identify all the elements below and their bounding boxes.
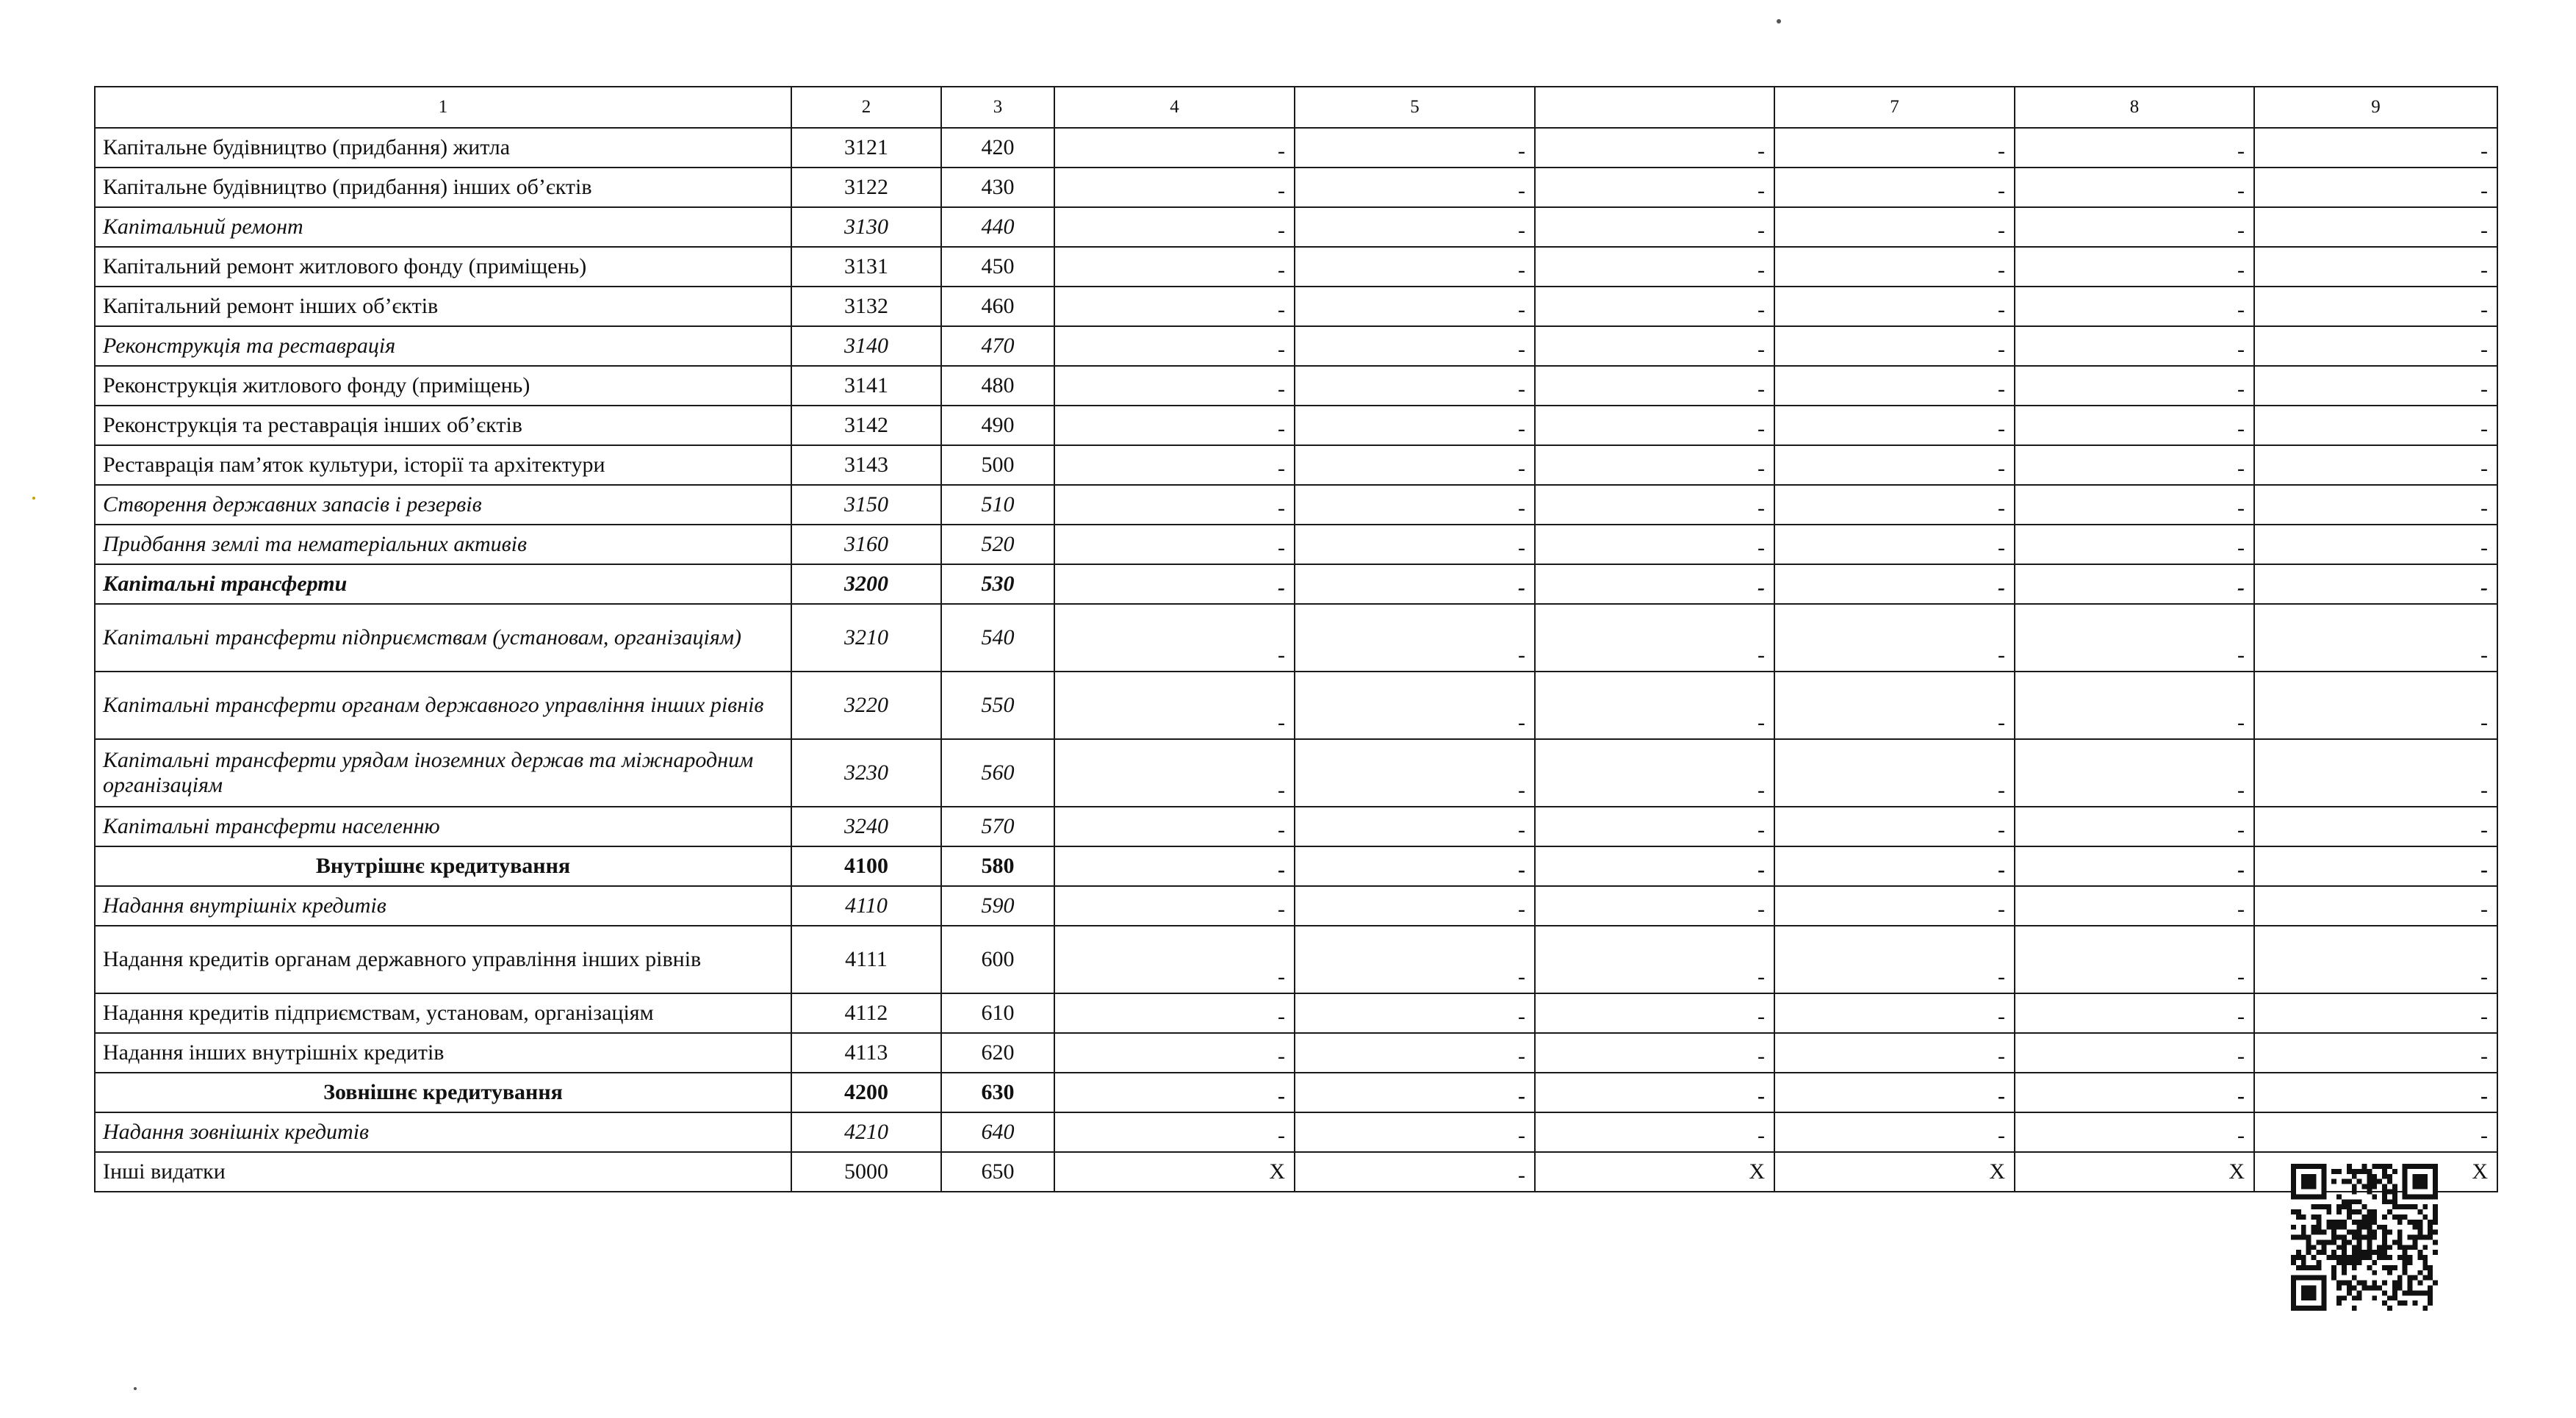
row-kekv-code: 3130 (791, 207, 941, 247)
row-kekv-code: 3160 (791, 525, 941, 564)
row-line-code: 600 (941, 926, 1054, 993)
row-value-col9: - (2254, 406, 2497, 445)
table-row (95, 672, 2497, 739)
table-row (95, 326, 2497, 366)
row-value-col8: - (2015, 672, 2254, 739)
row-value-col4: - (1054, 1033, 1295, 1073)
row-value-col8: - (2015, 207, 2254, 247)
column-number-header: 4 (1054, 87, 1295, 128)
row-value-col4: - (1054, 406, 1295, 445)
row-value-col8: - (2015, 128, 2254, 168)
row-kekv-code: 4112 (791, 993, 941, 1033)
table-row (95, 846, 2497, 886)
row-name: Капітальні трансферти підприємствам (установам, організаціям) (95, 604, 791, 672)
row-value-col7: - (1774, 366, 2015, 406)
row-kekv-code: 3122 (791, 168, 941, 207)
row-kekv-code: 4100 (791, 846, 941, 886)
row-value-col6: - (1535, 926, 1774, 993)
row-value-col6: - (1535, 846, 1774, 886)
row-value-col5: - (1295, 168, 1535, 207)
row-value-col6: - (1535, 604, 1774, 672)
row-value-col7: - (1774, 128, 2015, 168)
row-value-col5: - (1295, 886, 1535, 926)
row-kekv-code: 3131 (791, 247, 941, 287)
row-line-code: 520 (941, 525, 1054, 564)
row-value-col6: - (1535, 445, 1774, 485)
row-value-col9: X (2254, 1152, 2497, 1192)
row-value-col4: - (1054, 445, 1295, 485)
row-value-col8: - (2015, 406, 2254, 445)
row-value-col8: - (2015, 564, 2254, 604)
row-value-col5: - (1295, 128, 1535, 168)
qr-code-icon (2291, 1164, 2438, 1311)
row-value-col9: - (2254, 993, 2497, 1033)
row-value-col4: - (1054, 807, 1295, 846)
row-line-code: 420 (941, 128, 1054, 168)
row-name: Реконструкція та реставрація (95, 326, 791, 366)
row-line-code: 490 (941, 406, 1054, 445)
row-value-col8: - (2015, 485, 2254, 525)
column-number-header (1535, 87, 1774, 128)
row-value-col6: - (1535, 485, 1774, 525)
row-name: Капітальний ремонт житлового фонду (приміщень) (95, 247, 791, 287)
table-row (95, 406, 2497, 445)
row-value-col4: - (1054, 993, 1295, 1033)
row-value-col4: - (1054, 604, 1295, 672)
row-line-code: 450 (941, 247, 1054, 287)
row-value-col8: - (2015, 1073, 2254, 1112)
row-value-col6: X (1535, 1152, 1774, 1192)
table-row (95, 993, 2497, 1033)
row-value-col5: - (1295, 1152, 1535, 1192)
row-value-col9: - (2254, 604, 2497, 672)
row-value-col7: X (1774, 1152, 2015, 1192)
row-value-col9: - (2254, 525, 2497, 564)
row-value-col6: - (1535, 739, 1774, 807)
row-name: Внутрішнє кредитування (95, 846, 791, 886)
row-value-col8: - (2015, 525, 2254, 564)
row-line-code: 610 (941, 993, 1054, 1033)
row-kekv-code: 3143 (791, 445, 941, 485)
row-value-col8: - (2015, 366, 2254, 406)
row-value-col7: - (1774, 886, 2015, 926)
row-value-col4: - (1054, 168, 1295, 207)
row-value-col6: - (1535, 287, 1774, 326)
table-row (95, 247, 2497, 287)
row-name: Надання внутрішніх кредитів (95, 886, 791, 926)
row-name: Реставрація пам’яток культури, історії та архітектури (95, 445, 791, 485)
row-value-col6: - (1535, 807, 1774, 846)
row-name: Надання кредитів органам державного управління інших рівнів (95, 926, 791, 993)
column-number-header: 2 (791, 87, 941, 128)
row-name: Капітальне будівництво (придбання) житла (95, 128, 791, 168)
row-value-col6: - (1535, 993, 1774, 1033)
row-value-col9: - (2254, 485, 2497, 525)
row-value-col6: - (1535, 886, 1774, 926)
row-value-col5: - (1295, 287, 1535, 326)
column-number-header: 3 (941, 87, 1054, 128)
row-value-col7: - (1774, 604, 2015, 672)
row-value-col6: - (1535, 366, 1774, 406)
row-value-col4: - (1054, 1073, 1295, 1112)
row-kekv-code: 4200 (791, 1073, 941, 1112)
row-line-code: 530 (941, 564, 1054, 604)
row-kekv-code: 3210 (791, 604, 941, 672)
row-value-col4: - (1054, 1112, 1295, 1152)
table-row (95, 1112, 2497, 1152)
row-name: Зовнішнє кредитування (95, 1073, 791, 1112)
row-value-col8: - (2015, 886, 2254, 926)
row-value-col4: - (1054, 525, 1295, 564)
row-value-col4: - (1054, 366, 1295, 406)
row-value-col7: - (1774, 1112, 2015, 1152)
row-line-code: 570 (941, 807, 1054, 846)
row-value-col5: - (1295, 366, 1535, 406)
row-line-code: 480 (941, 366, 1054, 406)
table-row (95, 445, 2497, 485)
row-value-col4: - (1054, 207, 1295, 247)
row-value-col4: - (1054, 485, 1295, 525)
table-row (95, 604, 2497, 672)
row-value-col8: - (2015, 739, 2254, 807)
row-value-col4: X (1054, 1152, 1295, 1192)
row-value-col5: - (1295, 1033, 1535, 1073)
row-value-col8: - (2015, 168, 2254, 207)
row-value-col9: - (2254, 564, 2497, 604)
row-kekv-code: 3240 (791, 807, 941, 846)
row-name: Надання зовнішніх кредитів (95, 1112, 791, 1152)
row-value-col7: - (1774, 445, 2015, 485)
row-kekv-code: 3121 (791, 128, 941, 168)
row-value-col4: - (1054, 128, 1295, 168)
row-line-code: 640 (941, 1112, 1054, 1152)
row-value-col9: - (2254, 445, 2497, 485)
row-value-col7: - (1774, 1073, 2015, 1112)
row-value-col7: - (1774, 564, 2015, 604)
row-line-code: 510 (941, 485, 1054, 525)
row-value-col4: - (1054, 846, 1295, 886)
row-value-col8: - (2015, 604, 2254, 672)
row-line-code: 540 (941, 604, 1054, 672)
row-value-col7: - (1774, 993, 2015, 1033)
row-value-col6: - (1535, 1112, 1774, 1152)
row-value-col7: - (1774, 406, 2015, 445)
column-number-header: 7 (1774, 87, 2015, 128)
row-name: Придбання землі та нематеріальних активів (95, 525, 791, 564)
row-name: Капітальні трансферти органам державного управління інших рівнів (95, 672, 791, 739)
row-value-col9: - (2254, 287, 2497, 326)
row-value-col5: - (1295, 485, 1535, 525)
table-row (95, 366, 2497, 406)
row-value-col5: - (1295, 406, 1535, 445)
column-number-header: 8 (2015, 87, 2254, 128)
table-row (95, 287, 2497, 326)
row-value-col8: - (2015, 807, 2254, 846)
row-value-col8: - (2015, 445, 2254, 485)
row-name: Капітальні трансферти (95, 564, 791, 604)
row-value-col6: - (1535, 1033, 1774, 1073)
row-line-code: 470 (941, 326, 1054, 366)
row-value-col5: - (1295, 604, 1535, 672)
row-line-code: 590 (941, 886, 1054, 926)
row-value-col5: - (1295, 247, 1535, 287)
row-name: Створення державних запасів і резервів (95, 485, 791, 525)
row-name: Капітальне будівництво (придбання) інших об’єктів (95, 168, 791, 207)
table-row (95, 207, 2497, 247)
row-value-col6: - (1535, 564, 1774, 604)
row-value-col7: - (1774, 485, 2015, 525)
row-kekv-code: 5000 (791, 1152, 941, 1192)
row-kekv-code: 3200 (791, 564, 941, 604)
row-value-col7: - (1774, 247, 2015, 287)
row-value-col5: - (1295, 739, 1535, 807)
row-value-col5: - (1295, 807, 1535, 846)
row-line-code: 440 (941, 207, 1054, 247)
row-value-col9: - (2254, 1073, 2497, 1112)
row-name: Капітальні трансферти урядам іноземних держав та міжнародним організаціям (95, 739, 791, 807)
expenditure-table (94, 86, 2498, 1192)
row-value-col7: - (1774, 846, 2015, 886)
table-row (95, 886, 2497, 926)
row-value-col9: - (2254, 1033, 2497, 1073)
row-value-col5: - (1295, 564, 1535, 604)
row-name: Надання кредитів підприємствам, установам, організаціям (95, 993, 791, 1033)
row-value-col7: - (1774, 207, 2015, 247)
row-value-col7: - (1774, 739, 2015, 807)
row-name: Інші видатки (95, 1152, 791, 1192)
row-value-col9: - (2254, 672, 2497, 739)
row-value-col4: - (1054, 886, 1295, 926)
row-kekv-code: 3220 (791, 672, 941, 739)
row-kekv-code: 4210 (791, 1112, 941, 1152)
row-name: Реконструкція та реставрація інших об’єктів (95, 406, 791, 445)
row-kekv-code: 3150 (791, 485, 941, 525)
row-value-col7: - (1774, 168, 2015, 207)
row-value-col6: - (1535, 128, 1774, 168)
column-number-header: 1 (95, 87, 791, 128)
row-line-code: 650 (941, 1152, 1054, 1192)
scan-speck (134, 1387, 137, 1390)
row-value-col4: - (1054, 739, 1295, 807)
row-kekv-code: 3142 (791, 406, 941, 445)
row-kekv-code: 4110 (791, 886, 941, 926)
table-row (95, 564, 2497, 604)
row-value-col7: - (1774, 672, 2015, 739)
row-value-col4: - (1054, 326, 1295, 366)
row-line-code: 580 (941, 846, 1054, 886)
row-name: Надання інших внутрішніх кредитів (95, 1033, 791, 1073)
scan-speck (1777, 19, 1781, 24)
row-value-col6: - (1535, 406, 1774, 445)
column-number-header: 5 (1295, 87, 1535, 128)
row-value-col8: - (2015, 326, 2254, 366)
row-value-col8: - (2015, 846, 2254, 886)
row-value-col6: - (1535, 1073, 1774, 1112)
row-value-col9: - (2254, 926, 2497, 993)
row-value-col5: - (1295, 525, 1535, 564)
table-row (95, 128, 2497, 168)
table-row (95, 1152, 2497, 1192)
row-value-col7: - (1774, 287, 2015, 326)
row-value-col9: - (2254, 739, 2497, 807)
row-line-code: 460 (941, 287, 1054, 326)
row-value-col7: - (1774, 807, 2015, 846)
row-value-col8: X (2015, 1152, 2254, 1192)
row-value-col9: - (2254, 128, 2497, 168)
row-value-col5: - (1295, 993, 1535, 1033)
table-row (95, 485, 2497, 525)
row-line-code: 500 (941, 445, 1054, 485)
row-value-col9: - (2254, 326, 2497, 366)
row-name: Капітальний ремонт (95, 207, 791, 247)
table-row (95, 807, 2497, 846)
row-value-col7: - (1774, 1033, 2015, 1073)
row-value-col5: - (1295, 445, 1535, 485)
row-value-col8: - (2015, 1033, 2254, 1073)
row-value-col5: - (1295, 207, 1535, 247)
table-row (95, 739, 2497, 807)
row-value-col6: - (1535, 326, 1774, 366)
row-value-col4: - (1054, 672, 1295, 739)
row-value-col5: - (1295, 1112, 1535, 1152)
row-line-code: 430 (941, 168, 1054, 207)
column-number-header: 9 (2254, 87, 2497, 128)
row-value-col5: - (1295, 326, 1535, 366)
column-number-header-row (95, 87, 2497, 128)
row-name: Реконструкція житлового фонду (приміщень) (95, 366, 791, 406)
row-value-col8: - (2015, 247, 2254, 287)
row-kekv-code: 3230 (791, 739, 941, 807)
row-value-col6: - (1535, 207, 1774, 247)
row-value-col9: - (2254, 846, 2497, 886)
row-value-col5: - (1295, 1073, 1535, 1112)
row-value-col8: - (2015, 287, 2254, 326)
row-kekv-code: 3132 (791, 287, 941, 326)
row-value-col9: - (2254, 807, 2497, 846)
row-kekv-code: 3141 (791, 366, 941, 406)
row-name: Капітальні трансферти населенню (95, 807, 791, 846)
row-value-col6: - (1535, 247, 1774, 287)
row-value-col9: - (2254, 247, 2497, 287)
row-value-col4: - (1054, 247, 1295, 287)
row-kekv-code: 4111 (791, 926, 941, 993)
row-value-col8: - (2015, 1112, 2254, 1152)
row-value-col5: - (1295, 846, 1535, 886)
row-value-col9: - (2254, 168, 2497, 207)
row-value-col4: - (1054, 926, 1295, 993)
row-name: Капітальний ремонт інших об’єктів (95, 287, 791, 326)
row-value-col4: - (1054, 287, 1295, 326)
row-line-code: 560 (941, 739, 1054, 807)
row-value-col8: - (2015, 993, 2254, 1033)
row-kekv-code: 4113 (791, 1033, 941, 1073)
row-value-col6: - (1535, 168, 1774, 207)
row-value-col9: - (2254, 366, 2497, 406)
table-row (95, 1033, 2497, 1073)
row-line-code: 620 (941, 1033, 1054, 1073)
row-value-col7: - (1774, 525, 2015, 564)
table-row (95, 168, 2497, 207)
row-value-col8: - (2015, 926, 2254, 993)
table-row (95, 1073, 2497, 1112)
row-value-col5: - (1295, 926, 1535, 993)
scan-speck (32, 497, 35, 500)
table-row (95, 525, 2497, 564)
row-value-col9: - (2254, 1112, 2497, 1152)
row-value-col4: - (1054, 564, 1295, 604)
row-value-col9: - (2254, 207, 2497, 247)
row-value-col5: - (1295, 672, 1535, 739)
table-row (95, 926, 2497, 993)
row-line-code: 550 (941, 672, 1054, 739)
row-value-col9: - (2254, 886, 2497, 926)
row-value-col6: - (1535, 672, 1774, 739)
row-kekv-code: 3140 (791, 326, 941, 366)
row-value-col7: - (1774, 926, 2015, 993)
row-line-code: 630 (941, 1073, 1054, 1112)
row-value-col6: - (1535, 525, 1774, 564)
row-value-col7: - (1774, 326, 2015, 366)
